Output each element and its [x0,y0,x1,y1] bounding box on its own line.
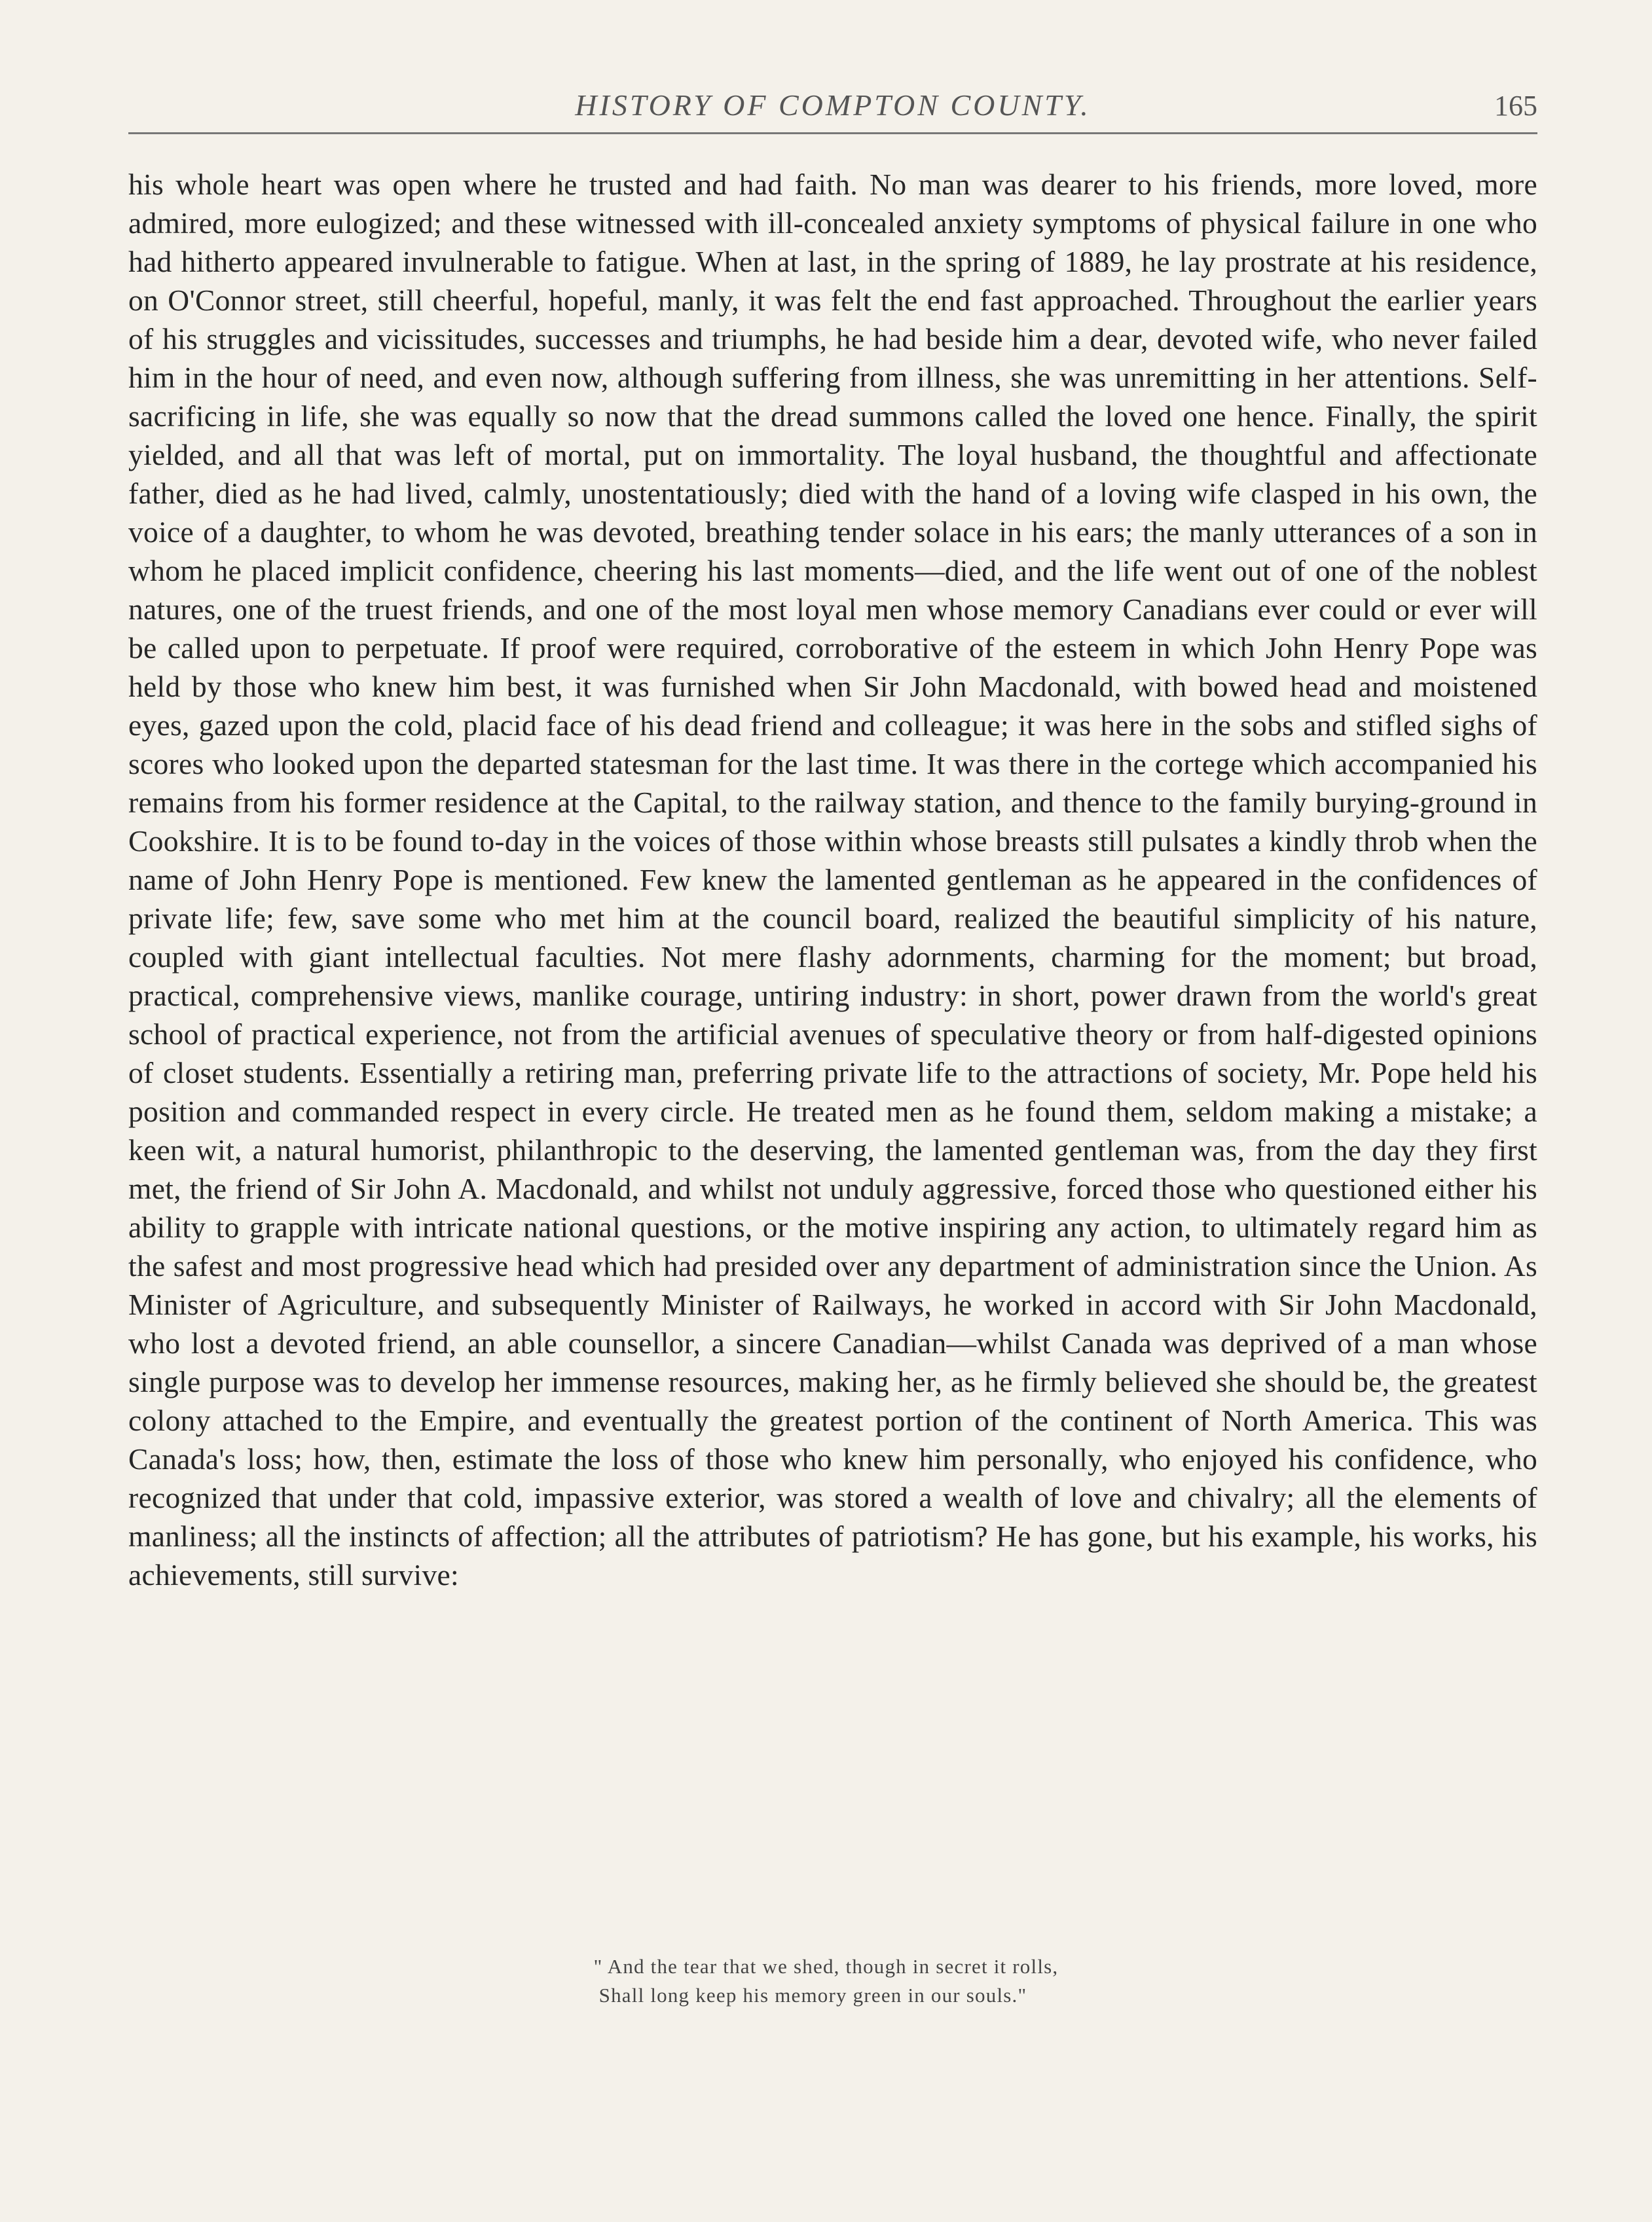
verse-line-2: Shall long keep his memory green in our souls." [598,1984,1027,2007]
running-header [128,80,1537,132]
verse-line-1: " And the tear that we shed, though in secret it rolls, [593,1955,1059,1978]
running-title: HISTORY OF COMPTON COUNTY. [575,88,1091,122]
header-rule [128,132,1537,134]
closing-verse [0,1952,1652,2010]
page-number: 165 [1494,90,1537,122]
body-paragraph: his whole heart was open where he trusted and had faith. No man was dearer to his friends, more loved, more admired, more eulogized; and these witnessed with ill-concealed anxiety symptoms of physical failure in one who had hitherto appeared invulnerable to fatigue. When at last, in the spring of 1889, he lay prostrate at his residence, on O'Connor street, still cheerful, hopeful, manly, it was felt the end fast approached. Throughout the earlier years of his struggles and vicissitudes, successes and triumphs, he had beside him a dear, devoted wife, who never failed him in the hour of need, and even now, although suffering from illness, she was unremitting in her attentions. Self-sacrificing in life, she was equally so now that the dread summons called the loved one hence. Finally, the spirit yielded, and all that was left of mortal, put on immortality. The loyal husband, the thoughtful and affectionate father, died as he had lived, calmly, unostentatiously; died with the hand of a loving wife clasped in his own, the voice of a daughter, to whom he was devoted, breathing tender solace in his ears; the manly utterances of a son in whom he placed implicit confidence, cheering his last moments—died, and the life went out of one of the noblest natures, one of the truest friends, and one of the most loyal men whose memory Canadians ever could or ever will be called upon to perpetuate. If proof were required, corroborative of the esteem in which John Henry Pope was held by those who knew him best, it was furnished when Sir John Macdonald, with bowed head and moistened eyes, gazed upon the cold, placid face of his dead friend and colleague; it was here in the sobs and stifled sighs of scores who looked upon the departed statesman for the last time. It was there in the cortege which accompanied his remains from his former residence at the Capital, to the railway station, and thence to the family burying-ground in Cookshire. It is to be found to-day in the voices of those within whose breasts still pulsates a kindly throb when the name of John Henry Pope is mentioned. Few knew the lamented gentleman as he appeared in the confidences of private life; few, save some who met him at the council board, realized the beautiful simplicity of his nature, coupled with giant intellectual faculties. Not mere flashy adornments, charming for the moment; but broad, practical, comprehensive views, manlike courage, untiring industry: in short, power drawn from the world's great school of practical experience, not from the artificial avenues of speculative theory or from half-digested opinions of closet students. Essentially a retiring man, preferring private life to the attractions of society, Mr. Pope held his position and commanded respect in every circle. He treated men as he found them, seldom making a mistake; a keen wit, a natural humorist, philanthropic to the deserving, the lamented gentleman was, from the day they first met, the friend of Sir John A. Macdonald, and whilst not unduly aggressive, forced those who questioned either his ability to grapple with intricate national questions, or the motive inspiring any action, to ultimately regard him as the safest and most progressive head which had presided over any department of administration since the Union. As Minister of Agriculture, and subsequently Minister of Railways, he worked in accord with Sir John Macdonald, who lost a devoted friend, an able counsellor, a sincere Canadian—whilst Canada was deprived of a man whose single purpose was to develop her immense resources, making her, as he firmly believed she should be, the greatest colony attached to the Empire, and eventually the greatest portion of the continent of North America. This was Canada's loss; how, then, estimate the loss of those who knew him personally, who enjoyed his confidence, who recognized that under that cold, impassive exterior, was stored a wealth of love and chivalry; all the elements of manliness; all the instincts of affection; all the attributes of patriotism? He has gone, but his example, his works, his achievements, still survive: [128,168,1537,1592]
